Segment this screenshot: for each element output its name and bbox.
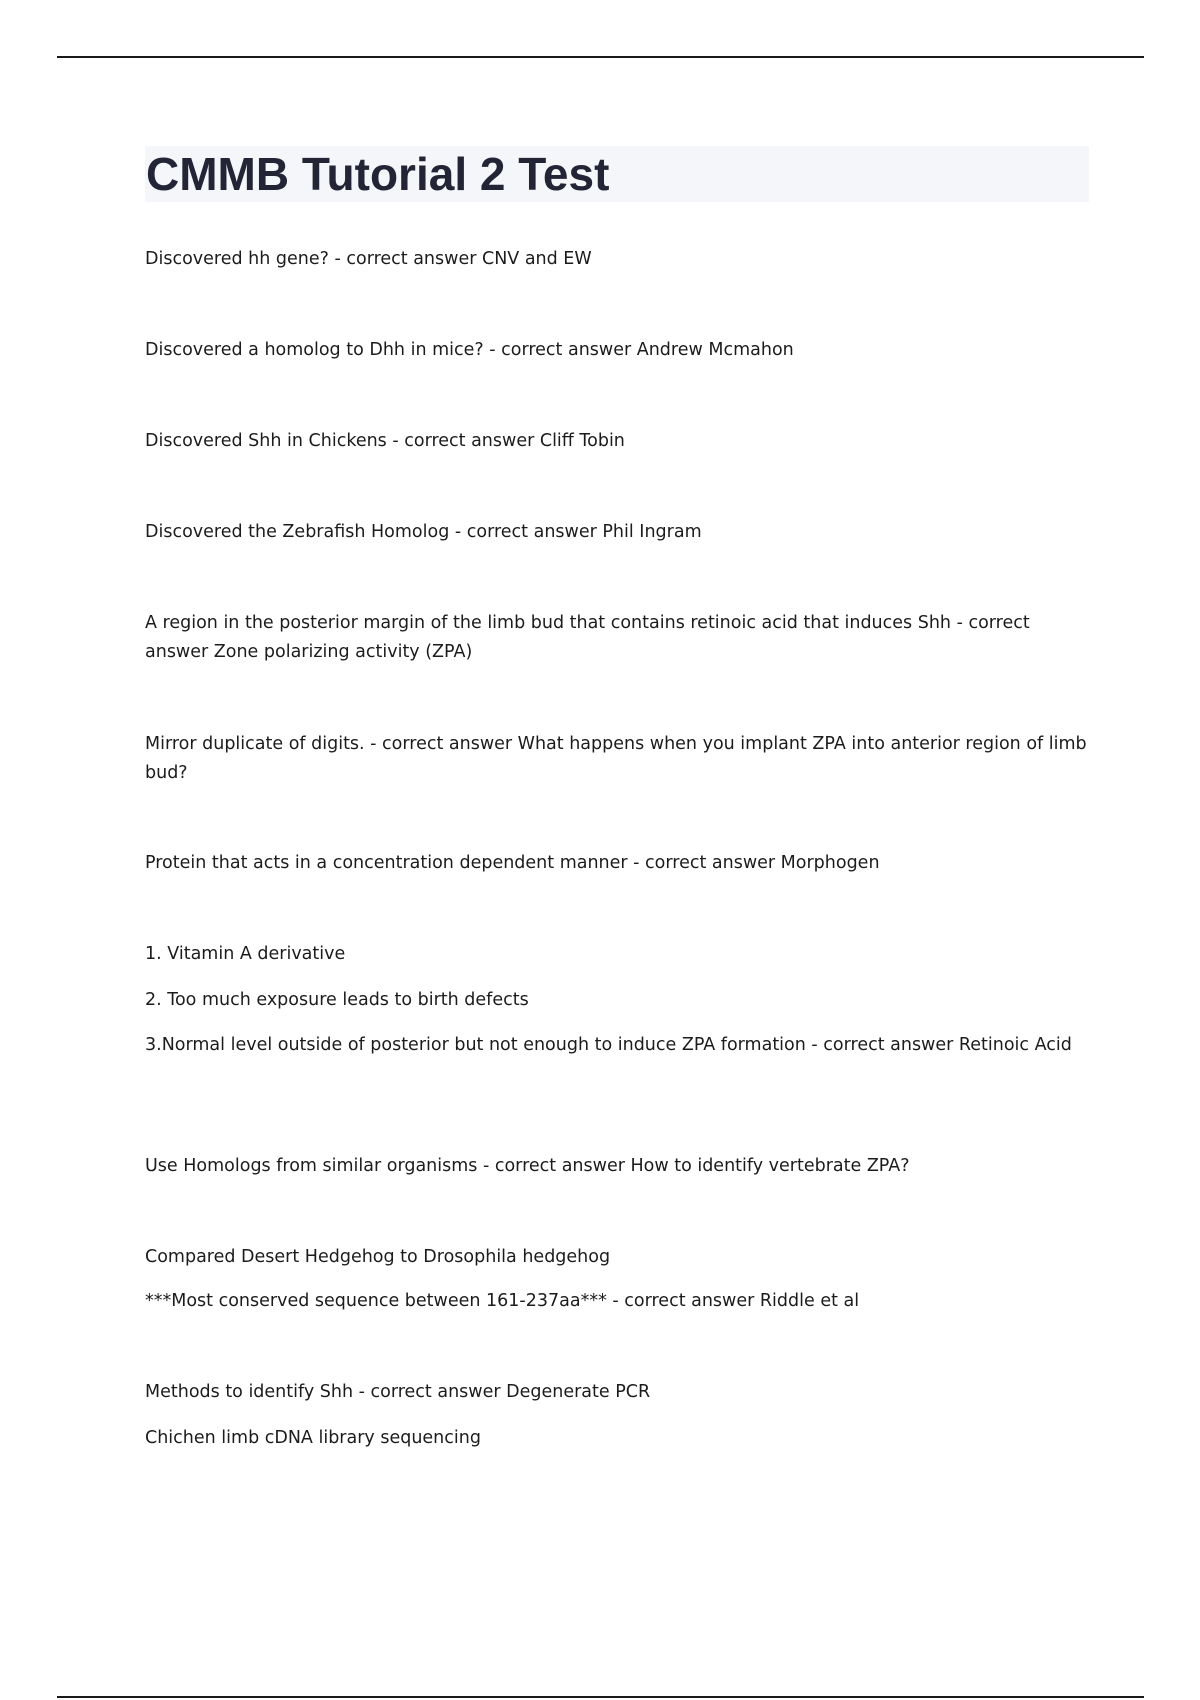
qa-line: Chichen limb cDNA library sequencing: [145, 1428, 481, 1448]
bottom-rule: [57, 1696, 1144, 1698]
qa-line: Protein that acts in a concentration dependent manner - correct answer Morphogen: [145, 853, 880, 873]
qa-line: Discovered hh gene? - correct answer CNV and EW: [145, 249, 592, 269]
qa-line: Use Homologs from similar organisms - correct answer How to identify vertebrate ZPA?: [145, 1156, 910, 1176]
qa-line: ***Most conserved sequence between 161-237aa*** - correct answer Riddle et al: [145, 1291, 860, 1311]
qa-line: Discovered Shh in Chickens - correct answer Cliff Tobin: [145, 431, 625, 451]
qa-line: Mirror duplicate of digits. - correct answer What happens when you implant ZPA into anterior region of limb bud?: [145, 734, 1087, 783]
list-item: 1. Vitamin A derivative: [145, 944, 346, 964]
list-item: 2. Too much exposure leads to birth defects: [145, 990, 529, 1010]
qa-line: Compared Desert Hedgehog to Drosophila hedgehog: [145, 1247, 611, 1267]
page-title: CMMB Tutorial 2 Test: [146, 148, 610, 200]
list-item: 3.Normal level outside of posterior but not enough to induce ZPA formation - correct answer Retinoic Acid: [145, 1035, 1072, 1055]
top-rule: [57, 56, 1144, 58]
qa-line: Discovered the Zebrafish Homolog - correct answer Phil Ingram: [145, 522, 702, 542]
qa-line: A region in the posterior margin of the limb bud that contains retinoic acid that induces Shh - correct answer Zone polarizing activity (ZPA): [145, 613, 1030, 662]
qa-line: Discovered a homolog to Dhh in mice? - correct answer Andrew Mcmahon: [145, 340, 794, 360]
qa-line: Methods to identify Shh - correct answer Degenerate PCR: [145, 1382, 651, 1402]
